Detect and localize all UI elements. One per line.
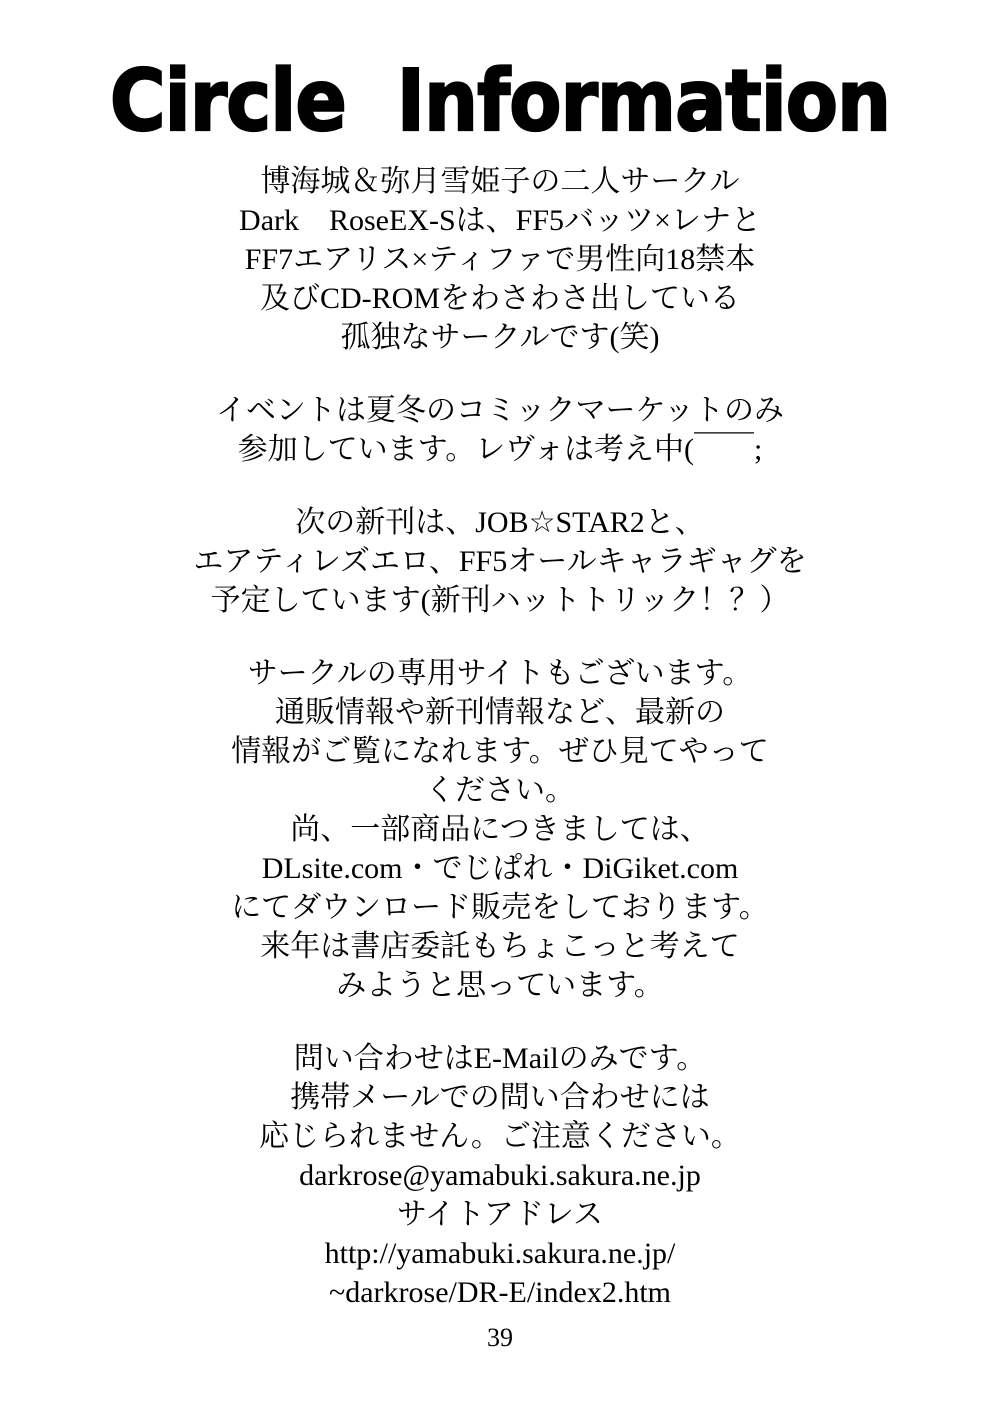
text-line: 携帯メールでの問い合わせには [290, 1081, 710, 1114]
text-line: みようと思っています。 [336, 969, 664, 1002]
paragraph-intro [70, 162, 930, 357]
text-line: 情報がご覧になれます。ぜひ見てやって [231, 735, 769, 768]
paragraph-gap [70, 1005, 930, 1039]
text-line: エアティレズエロ、FF5オールキャラギャグを [193, 545, 807, 578]
document-body [70, 162, 930, 1312]
text-line: 問い合わせはE-Mailのみです。 [293, 1042, 707, 1075]
paragraph-gap [70, 469, 930, 503]
site-url-line-1: http://yamabuki.sakura.ne.jp/ [324, 1237, 676, 1270]
site-address-label: サイトアドレス [396, 1198, 604, 1231]
text-line: 予定しています(新刊ハットトリック！？） [210, 584, 790, 617]
text-line: 及びCD-ROMをわさわさ出している [259, 282, 740, 315]
download-shops-line: DLsite.com・でじぱれ・DiGiket.com [261, 852, 739, 885]
text-line: サークルの専用サイトもございます。 [247, 657, 753, 690]
page-title: Circle Information [109, 50, 891, 151]
paragraph-gap [70, 357, 930, 391]
text-line: 次の新刊は、JOB☆STAR2と、 [295, 506, 705, 539]
text-line: Dark RoseEX-Sは、FF5バッツ×レナと [239, 204, 761, 237]
page-number: 39 [487, 1323, 513, 1352]
text-line: 来年は書店委託もちょこっと考えて [260, 930, 740, 963]
text-line: 博海城＆弥月雪姫子の二人サークル [260, 165, 740, 198]
paragraph-upcoming [70, 503, 930, 620]
paragraph-gap [70, 620, 930, 654]
paragraph-contact [70, 1039, 930, 1312]
paragraph-events [70, 391, 930, 469]
text-line: にてダウンロード販売をしております。 [231, 891, 769, 924]
text-line: ください。 [425, 774, 575, 807]
text-line: 通販情報や新刊情報など、最新の [275, 696, 725, 729]
text-line: 孤独なサークルです(笑) [340, 321, 660, 354]
paragraph-website [70, 654, 930, 1005]
email-address: darkrose@yamabuki.sakura.ne.jp [299, 1159, 701, 1192]
text-line: FF7エアリス×ティファで男性向18禁本 [244, 243, 756, 276]
text-line: 参加しています。レヴォは考え中(￣￣; [237, 433, 763, 466]
text-line: イベントは夏冬のコミックマーケットのみ [216, 394, 784, 427]
text-line: 応じられません。ご注意ください。 [259, 1120, 741, 1153]
text-line: 尚、一部商品につきましては、 [290, 813, 710, 846]
site-url-line-2: ~darkrose/DR-E/index2.htm [329, 1276, 671, 1309]
